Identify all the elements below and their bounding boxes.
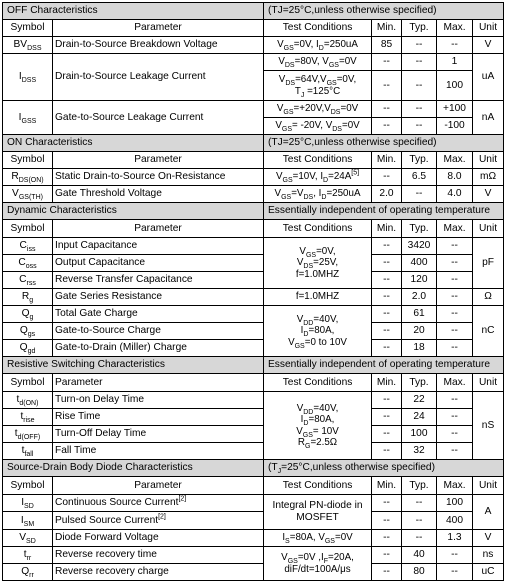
- max-cell: 1.3: [437, 530, 473, 547]
- typ-cell: 120: [402, 272, 437, 289]
- col-parameter: Parameter: [53, 20, 264, 37]
- col-parameter: Parameter: [53, 152, 264, 169]
- table-row-idss-1: [3, 54, 504, 71]
- min-cell: --: [372, 443, 402, 460]
- unit-cell: V: [473, 37, 504, 54]
- unit-cell: V: [473, 530, 504, 547]
- parameter-cell: Gate-to-Drain (Miller) Charge: [53, 340, 264, 357]
- symbol-cell: $R_{DS(ON)}$: [3, 169, 53, 186]
- table-row-vsd: [3, 530, 504, 547]
- symbol-cell: $C_{rss}$: [3, 272, 53, 289]
- table-row-qgs: [3, 323, 504, 340]
- table-row-crss: [3, 272, 504, 289]
- max-cell: --: [437, 426, 473, 443]
- min-cell: --: [372, 495, 402, 512]
- symbol-cell: $C_{iss}$: [3, 238, 53, 255]
- min-cell: --: [372, 409, 402, 426]
- unit-cell: nC: [473, 306, 504, 357]
- parameter-cell: Drain-to-Source Breakdown Voltage: [53, 37, 264, 54]
- min-cell: --: [372, 530, 402, 547]
- section-title: ON Characteristics: [3, 135, 264, 152]
- column-header-row: [3, 20, 504, 37]
- col-unit: Unit: [473, 220, 504, 238]
- parameter-cell: Gate-to-Source Charge: [53, 323, 264, 340]
- parameter-cell: Gate-to-Source Leakage Current: [53, 101, 264, 135]
- col-max: Max.: [437, 220, 473, 238]
- min-cell: --: [372, 255, 402, 272]
- section-note: (TJ=25°C,unless otherwise specified): [264, 135, 504, 152]
- typ-cell: 18: [402, 340, 437, 357]
- typ-cell: --: [402, 71, 437, 101]
- typ-cell: 400: [402, 255, 437, 272]
- condition-cell: $V_{GS}=0V$, $I_D=250uA$: [264, 37, 372, 54]
- condition-cell: $V_{DS}=80V$, $V_{GS}=0V$: [264, 54, 372, 71]
- typ-cell: 100: [402, 426, 437, 443]
- table-row-bvdss: [3, 37, 504, 54]
- min-cell: --: [372, 118, 402, 135]
- max-cell: 100: [437, 71, 473, 101]
- symbol-cell: $t_{rise}$: [3, 409, 53, 426]
- table-row-tdoff: [3, 426, 504, 443]
- max-cell: 1: [437, 54, 473, 71]
- symbol-cell: $Q_{rr}$: [3, 564, 53, 581]
- max-cell: --: [437, 392, 473, 409]
- parameter-cell: Continuous Source Current[2]: [53, 495, 264, 512]
- min-cell: --: [372, 238, 402, 255]
- section-header-off: [3, 3, 504, 20]
- parameter-cell: Static Drain-to-Source On-Resistance: [53, 169, 264, 186]
- table-row-ism: [3, 512, 504, 530]
- col-typ: Typ.: [402, 374, 437, 392]
- symbol-cell: $Q_{gs}$: [3, 323, 53, 340]
- max-cell: --: [437, 547, 473, 564]
- typ-cell: 80: [402, 564, 437, 581]
- parameter-cell: Reverse recovery time: [53, 547, 264, 564]
- condition-cell: $V_{DD}=40V$, $I_D=80A$, $V_{GS}= 10V$ $R_G=2.5\Omega$: [264, 392, 372, 460]
- condition-cell: $V_{GS}=10V$, $I_D=24A[5]$: [264, 169, 372, 186]
- symbol-cell: $t_{d(ON)}$: [3, 392, 53, 409]
- symbol-cell: $I_{DSS}$: [3, 54, 53, 101]
- section-note: (TJ=25°C,unless otherwise specified): [264, 3, 504, 20]
- condition-cell: $V_{GS}=+20V,V_{DS}=0V$: [264, 101, 372, 118]
- condition-cell: Integral PN-diode in MOSFET: [264, 495, 372, 530]
- max-cell: -100: [437, 118, 473, 135]
- section-title: Resistive Switching Characteristics: [3, 357, 264, 374]
- table-row-trr: [3, 547, 504, 564]
- col-unit: Unit: [473, 477, 504, 495]
- column-header-row: [3, 152, 504, 169]
- typ-cell: 40: [402, 547, 437, 564]
- min-cell: --: [372, 323, 402, 340]
- table-row-trise: [3, 409, 504, 426]
- condition-cell: $V_{GS}=0V$ $,I_F=20A$, diF/dt=100A/μs: [264, 547, 372, 581]
- max-cell: --: [437, 443, 473, 460]
- symbol-cell: $Q_g$: [3, 306, 53, 323]
- max-cell: --: [437, 409, 473, 426]
- parameter-cell: Reverse recovery charge: [53, 564, 264, 581]
- symbol-cell: $t_{d(OFF)}$: [3, 426, 53, 443]
- typ-cell: 6.5: [402, 169, 437, 186]
- unit-cell: mΩ: [473, 169, 504, 186]
- symbol-cell: $I_{SM}$: [3, 512, 53, 530]
- table-row-igss-1: [3, 101, 504, 118]
- col-min: Min.: [372, 477, 402, 495]
- section-header-diode: [3, 460, 504, 477]
- condition-cell: $V_{DD}=40V$, $I_D=80A$, $V_{GS}=0$ to 10V: [264, 306, 372, 357]
- symbol-cell: $I_{GSS}$: [3, 101, 53, 135]
- unit-cell: ns: [473, 547, 504, 564]
- parameter-cell: Turn-on Delay Time: [53, 392, 264, 409]
- col-test-conditions: Test Conditions: [264, 20, 372, 37]
- col-max: Max.: [437, 20, 473, 37]
- parameter-cell: Drain-to-Source Leakage Current: [53, 54, 264, 101]
- symbol-cell: $I_{SD}$: [3, 495, 53, 512]
- table-row-rdson: [3, 169, 504, 186]
- symbol-cell: $R_g$: [3, 289, 53, 306]
- section-title: Dynamic Characteristics: [3, 203, 264, 220]
- col-test-conditions: Test Conditions: [264, 152, 372, 169]
- parameter-cell: Fall Time: [53, 443, 264, 460]
- typ-cell: --: [402, 186, 437, 203]
- max-cell: +100: [437, 101, 473, 118]
- col-max: Max.: [437, 477, 473, 495]
- parameter-cell: Turn-Off Delay Time: [53, 426, 264, 443]
- col-symbol: Symbol: [3, 20, 53, 37]
- min-cell: --: [372, 340, 402, 357]
- typ-cell: 2.0: [402, 289, 437, 306]
- unit-cell: uC: [473, 564, 504, 581]
- symbol-cell: $V_{GS(TH)}$: [3, 186, 53, 203]
- col-unit: Unit: [473, 152, 504, 169]
- parameter-cell: Total Gate Charge: [53, 306, 264, 323]
- col-typ: Typ.: [402, 152, 437, 169]
- col-min: Min.: [372, 220, 402, 238]
- min-cell: --: [372, 306, 402, 323]
- section-title: OFF Characteristics: [3, 3, 264, 20]
- table-row-rg: [3, 289, 504, 306]
- min-cell: --: [372, 71, 402, 101]
- table-row-vgsth: [3, 186, 504, 203]
- column-header-row: [3, 374, 504, 392]
- parameter-cell: Reverse Transfer Capacitance: [53, 272, 264, 289]
- condition-cell: $I_S=80A$, $V_{GS}=0V$: [264, 530, 372, 547]
- table-row-qrr: [3, 564, 504, 581]
- max-cell: 400: [437, 512, 473, 530]
- max-cell: --: [437, 238, 473, 255]
- col-max: Max.: [437, 152, 473, 169]
- min-cell: --: [372, 289, 402, 306]
- typ-cell: --: [402, 530, 437, 547]
- section-note: ($T_J=25^\circ C,unless$ otherwise specified): [264, 460, 504, 477]
- unit-cell: uA: [473, 54, 504, 101]
- col-parameter: Parameter: [53, 220, 264, 238]
- max-cell: --: [437, 306, 473, 323]
- col-test-conditions: Test Conditions: [264, 220, 372, 238]
- min-cell: --: [372, 426, 402, 443]
- condition-cell: $V_{GS}= -20V$, $V_{DS}=0V$: [264, 118, 372, 135]
- symbol-cell: $C_{oss}$: [3, 255, 53, 272]
- condition-cell: $V_{GS}=0V$, $V_{DS}=25V$, f=1.0MHZ: [264, 238, 372, 289]
- col-min: Min.: [372, 152, 402, 169]
- max-cell: --: [437, 323, 473, 340]
- col-typ: Typ.: [402, 220, 437, 238]
- symbol-cell: $Q_{gd}$: [3, 340, 53, 357]
- section-title: Source-Drain Body Diode Characteristics: [3, 460, 264, 477]
- max-cell: --: [437, 289, 473, 306]
- unit-cell: A: [473, 495, 504, 530]
- typ-cell: --: [402, 118, 437, 135]
- parameter-cell: Rise Time: [53, 409, 264, 426]
- table-row-isd: [3, 495, 504, 512]
- col-symbol: Symbol: [3, 152, 53, 169]
- section-header-dynamic: [3, 203, 504, 220]
- section-note: Essentially independent of operating temperature: [264, 357, 504, 374]
- col-unit: Unit: [473, 374, 504, 392]
- min-cell: --: [372, 272, 402, 289]
- col-parameter: Parameter: [53, 374, 264, 392]
- section-note: Essentially independent of operating temperature: [264, 203, 504, 220]
- typ-cell: 20: [402, 323, 437, 340]
- condition-cell: $V_{DS}=64V,V_{GS}=0V$, $T_J =125^\circ C$: [264, 71, 372, 101]
- max-cell: --: [437, 340, 473, 357]
- min-cell: --: [372, 169, 402, 186]
- col-test-conditions: Test Conditions: [264, 477, 372, 495]
- min-cell: --: [372, 512, 402, 530]
- parameter-cell: Gate Threshold Voltage: [53, 186, 264, 203]
- max-cell: --: [437, 255, 473, 272]
- unit-cell: V: [473, 186, 504, 203]
- col-min: Min.: [372, 374, 402, 392]
- table-row-ciss: [3, 238, 504, 255]
- col-symbol: Symbol: [3, 374, 53, 392]
- min-cell: --: [372, 564, 402, 581]
- max-cell: 4.0: [437, 186, 473, 203]
- min-cell: --: [372, 54, 402, 71]
- typ-cell: --: [402, 101, 437, 118]
- symbol-cell: $BV_{DSS}$: [3, 37, 53, 54]
- condition-cell: f=1.0MHZ: [264, 289, 372, 306]
- parameter-cell: Output Capacitance: [53, 255, 264, 272]
- typ-cell: 22: [402, 392, 437, 409]
- col-symbol: Symbol: [3, 477, 53, 495]
- table-row-tfall: [3, 443, 504, 460]
- col-test-conditions: Test Conditions: [264, 374, 372, 392]
- min-cell: --: [372, 547, 402, 564]
- electrical-characteristics-table: [2, 2, 504, 581]
- min-cell: --: [372, 392, 402, 409]
- col-typ: Typ.: [402, 20, 437, 37]
- parameter-cell: Pulsed Source Current[2]: [53, 512, 264, 530]
- col-symbol: Symbol: [3, 220, 53, 238]
- typ-cell: 24: [402, 409, 437, 426]
- condition-cell: $V_{GS}=V_{DS}$, $I_D=250uA$: [264, 186, 372, 203]
- col-min: Min.: [372, 20, 402, 37]
- parameter-cell: Diode Forward Voltage: [53, 530, 264, 547]
- min-cell: 2.0: [372, 186, 402, 203]
- parameter-cell: Input Capacitance: [53, 238, 264, 255]
- unit-cell: nA: [473, 101, 504, 135]
- max-cell: 100: [437, 495, 473, 512]
- symbol-cell: $t_{rr}$: [3, 547, 53, 564]
- max-cell: --: [437, 37, 473, 54]
- typ-cell: 32: [402, 443, 437, 460]
- symbol-cell: $V_{SD}$: [3, 530, 53, 547]
- unit-cell: Ω: [473, 289, 504, 306]
- max-cell: --: [437, 564, 473, 581]
- typ-cell: --: [402, 37, 437, 54]
- min-cell: --: [372, 101, 402, 118]
- typ-cell: --: [402, 54, 437, 71]
- table-row-qg: [3, 306, 504, 323]
- max-cell: --: [437, 272, 473, 289]
- parameter-cell: Gate Series Resistance: [53, 289, 264, 306]
- section-header-switching: [3, 357, 504, 374]
- typ-cell: --: [402, 512, 437, 530]
- section-header-on: [3, 135, 504, 152]
- min-cell: 85: [372, 37, 402, 54]
- typ-cell: 61: [402, 306, 437, 323]
- max-cell: 8.0: [437, 169, 473, 186]
- col-max: Max.: [437, 374, 473, 392]
- table-row-tdon: [3, 392, 504, 409]
- column-header-row: [3, 220, 504, 238]
- unit-cell: pF: [473, 238, 504, 289]
- column-header-row: [3, 477, 504, 495]
- symbol-cell: $t_{fall}$: [3, 443, 53, 460]
- col-typ: Typ.: [402, 477, 437, 495]
- table-row-coss: [3, 255, 504, 272]
- unit-cell: nS: [473, 392, 504, 460]
- table-row-qgd: [3, 340, 504, 357]
- typ-cell: --: [402, 495, 437, 512]
- col-parameter: Parameter: [53, 477, 264, 495]
- col-unit: Unit: [473, 20, 504, 37]
- typ-cell: 3420: [402, 238, 437, 255]
